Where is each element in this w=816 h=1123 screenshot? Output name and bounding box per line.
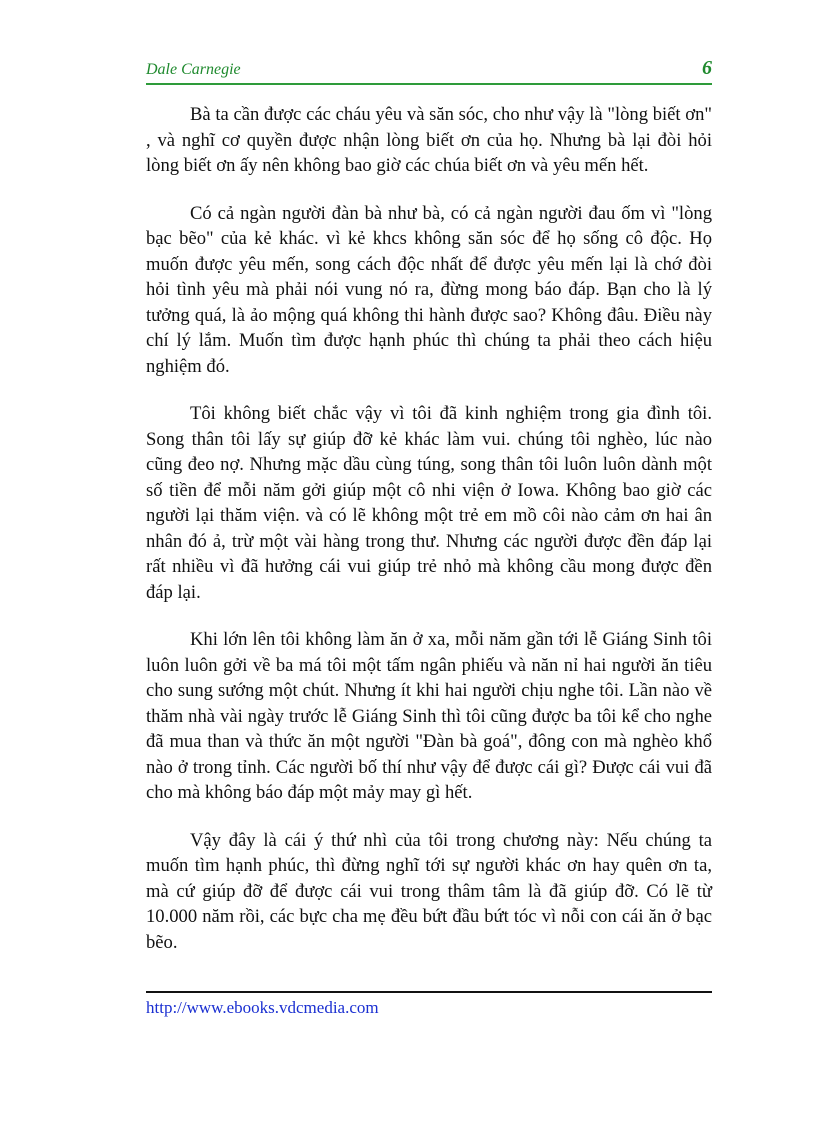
footer-url-link[interactable]: http://www.ebooks.vdcmedia.com — [146, 998, 379, 1017]
header-author: Dale Carnegie — [146, 61, 241, 78]
paragraph-1: Bà ta cần được các cháu yêu và săn sóc, cho như vậy là "lòng biết ơn" , và nghĩ cơ quyền được nhận lòng biết ơn của họ. Nhưng bà lại đòi hỏi lòng biết ơn ấy nên không bao giờ các chúa biết ơn và yêu mến hết. — [146, 104, 712, 176]
page-number: 6 — [702, 57, 712, 79]
paragraph-4: Khi lớn lên tôi không làm ăn ở xa, mỗi năm gần tới lễ Giáng Sinh tôi luôn luôn gởi về ba má tôi một tấm ngân phiếu và năn nỉ hai người ăn tiêu cho sung sướng một chút. Nhưng ít khi hai người chịu nghe tôi. Lần nào về thăm nhà vài ngày trước lễ Giáng Sinh thì tôi cũng được ba tôi kể cho nghe đã mua than và thức ăn một người "Đàn bà goá", đông con mà nghèo khổ nào ở trong tỉnh. Các người bố thí như vậy để được cái gì? Được cái vui đã cho mà không báo đáp một mảy may gì hết. — [146, 629, 712, 803]
header-divider — [146, 83, 712, 85]
footer-divider — [146, 991, 712, 993]
paragraph-5: Vậy đây là cái ý thứ nhì của tôi trong chương này: Nếu chúng ta muốn tìm hạnh phúc, thì đừng nghĩ tới sự người khác ơn hay quên ơn ta, mà cứ giúp đỡ để được cái vui trong thâm tâm là đã giúp đỡ. Có lẽ từ 10.000 năm rồi, các bực cha mẹ đều bứt đầu bứt tóc vì nỗi con cái ăn ở bạc bẽo. — [146, 829, 712, 953]
body-text — [146, 102, 712, 977]
page-header — [146, 57, 712, 85]
paragraph-2: Có cả ngàn người đàn bà như bà, có cả ngàn người đau ốm vì "lòng bạc bẽo" của kẻ khác. vì kẻ khcs không săn sóc để họ sống cô độc. Họ muốn được yêu mến, song cách độc nhất để được yêu mến lại là chớ đòi hỏi tình yêu mà phải nói vung nó ra, đừng mong báo đáp. Bạn cho là lý tưởng quá, là ảo mộng quá không thi hành được sao? Không đâu. Điều này chí lý lắm. Muốn tìm được hạnh phúc thì chúng ta phải theo cách hiệu nghiệm đó. — [146, 202, 712, 377]
paragraph-3: Tôi không biết chắc vậy vì tôi đã kinh nghiệm trong gia đình tôi. Song thân tôi lấy sự giúp đỡ kẻ khác làm vui. chúng tôi nghèo, lúc nào cũng đeo nợ. Nhưng mặc dầu cùng túng, song thân tôi luôn luôn dành một số tiền để mỗi năm gởi giúp một cô nhi viện ở Iowa. Không bao giờ các người lại thăm viện. và có lẽ không một trẻ em mồ côi nào cảm ơn hai ân nhân đó ả, trừ một vài hàng trong thư. Nhưng các người được đền đáp lại rất nhiều vì đã hưởng cái vui giúp trẻ nhỏ mà không cầu mong được đền đáp lại. — [146, 403, 712, 603]
